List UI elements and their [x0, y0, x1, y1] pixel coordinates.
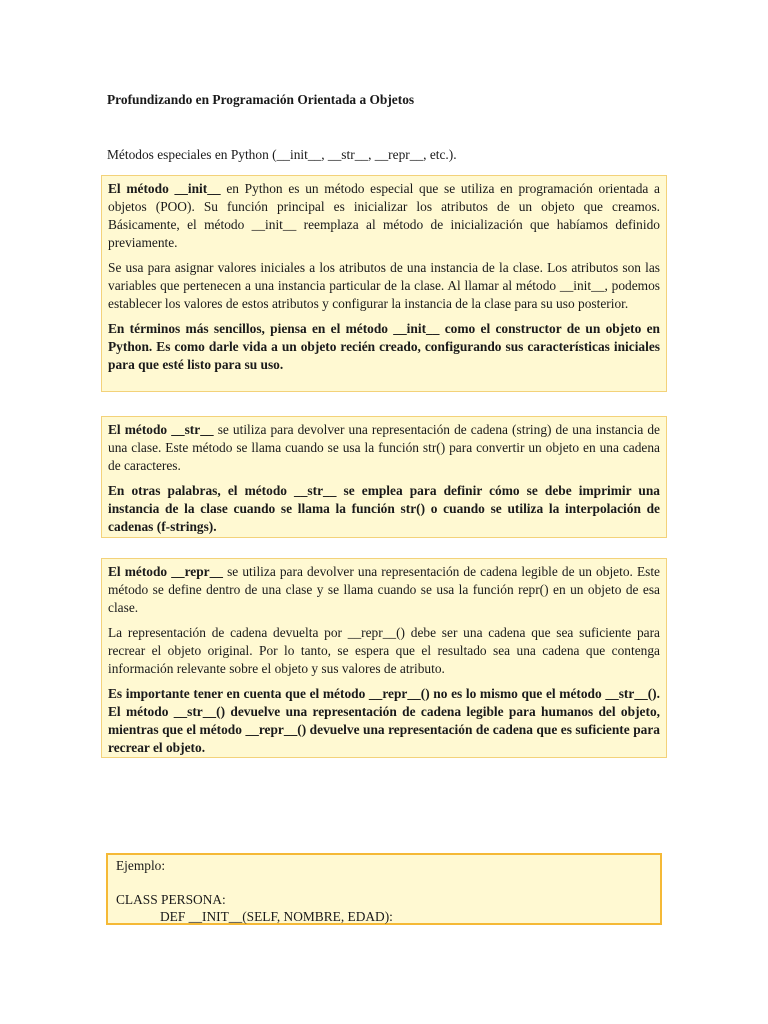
example-label: Ejemplo: [116, 858, 166, 873]
section-heading: Métodos especiales en Python (__init__, __str__, __repr__, etc.). [107, 147, 457, 162]
example-blank-line [116, 874, 652, 891]
repr-paragraph-1-text: se utiliza para devolver una representación de cadena legible de un objeto. Este método se define dentro de una clase y se llama cuando se usa la función repr() en un objeto de esa clase. [108, 564, 660, 615]
init-paragraph-3: En términos más sencillos, piensa en el método __init__ como el constructor de un objeto en Python. Es como darle vida a un objeto recién creado, configurando sus características iniciales para que esté listo para su uso. [108, 321, 660, 372]
repr-paragraph-1 [108, 563, 660, 617]
str-paragraph-1-text: se utiliza para devolver una representación de cadena (string) de una instancia de una clase. Este método se llama cuando se usa la función str() para convertir un objeto en una cadena de caracteres. [108, 422, 660, 473]
str-method-name: El método __str__ [108, 422, 214, 437]
example-code-line-1: CLASS PERSONA: [116, 892, 226, 907]
str-paragraph-1 [108, 421, 660, 475]
example-code-line-2: DEF __INIT__(SELF, NOMBRE, EDAD): [160, 909, 393, 924]
str-paragraph-2: En otras palabras, el método __str__ se emplea para definir cómo se debe imprimir una instancia de la clase cuando se llama la función str() o cuando se utiliza la interpolación de cadenas (f-strings). [108, 483, 660, 534]
repr-method-name: El método __repr__ [108, 564, 224, 579]
page-title: Profundizando en Programación Orientada a Objetos [107, 92, 415, 107]
init-paragraph-2: Se usa para asignar valores iniciales a los atributos de una instancia de la clase. Los atributos son las variables que pertenecen a una instancia particular de la clase. Al llamar al método __init__, podemos establecer los valores de estos atributos y configurar la instancia de la clase para su uso posterior. [108, 260, 660, 311]
init-paragraph-1-text: en Python es un método especial que se utiliza en programación orientada a objetos (POO). Su función principal es inicializar los atributos de un objeto que creamos. Básicamente, el método __init__ reemplaza al método de inicialización que habíamos definido previamente. [108, 181, 660, 250]
example-code-box [106, 853, 662, 925]
init-paragraph-1 [108, 180, 660, 252]
str-method-box [101, 416, 667, 538]
repr-method-box [101, 558, 667, 758]
init-method-box [101, 175, 667, 392]
init-method-name: El método __init__ [108, 181, 221, 196]
repr-paragraph-2: La representación de cadena devuelta por __repr__() debe ser una cadena que sea suficiente para recrear el objeto original. Por lo tanto, se espera que el resultado sea una cadena que contenga información relevante sobre el objeto y sus valores de atributo. [108, 625, 660, 676]
repr-paragraph-3: Es importante tener en cuenta que el método __repr__() no es lo mismo que el método __str__(). El método __str__() devuelve una representación de cadena legible para humanos del objeto, mientras que el método __repr__() devuelve una representación de cadena que es suficiente para recrear el objeto. [108, 686, 660, 755]
